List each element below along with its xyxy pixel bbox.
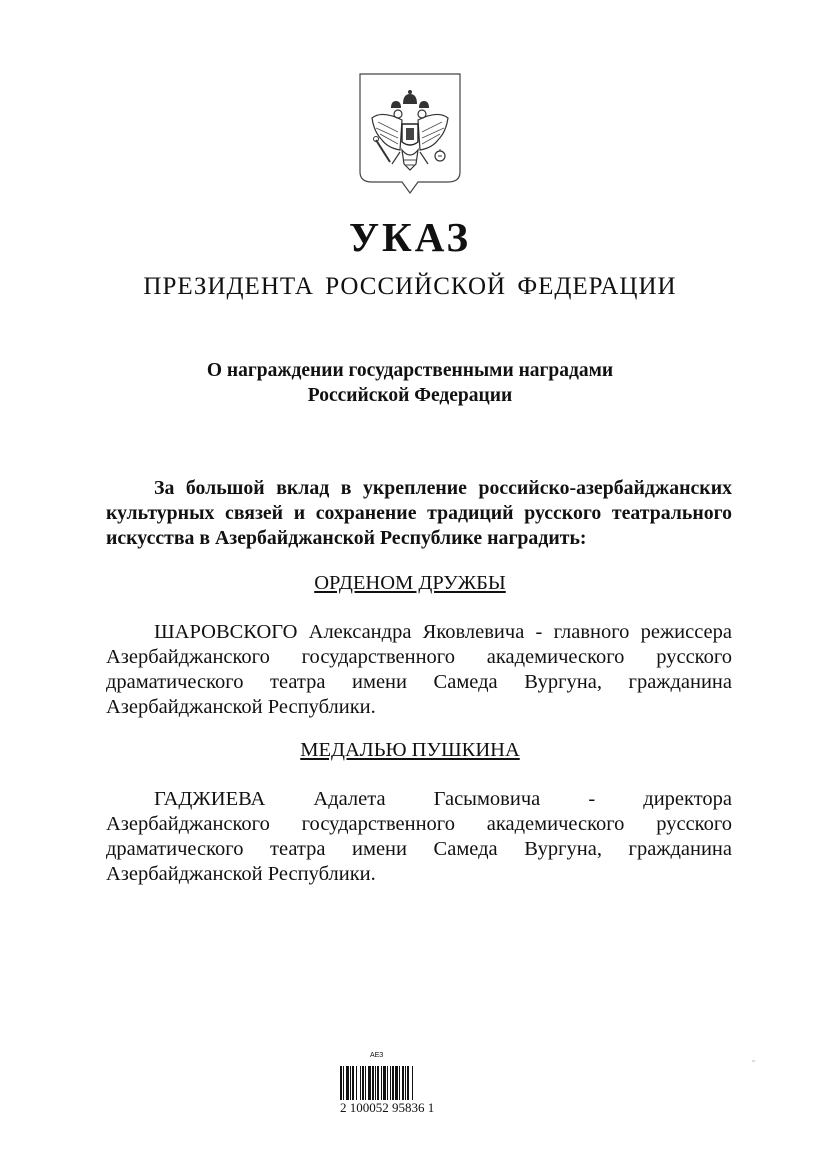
preamble-line: искусства в Азербайджанской Республике наградить: — [106, 527, 587, 549]
recipient-line: Азербайджанского государственного академического русского — [106, 646, 732, 668]
decree-heading-line-1: О награждении государственными наградами — [206, 360, 614, 381]
recipient-line: ГАДЖИЕВА Адалета Гасымовича - директора — [154, 788, 732, 810]
decree-heading — [0, 358, 820, 408]
barcode-bars — [340, 1066, 450, 1100]
recipient-line: драматического театра имени Самеда Вургуна, гражданина — [106, 671, 732, 693]
award-recipient-paragraph — [106, 620, 732, 720]
preamble-line: культурных связей и сохранение традиций русского театрального — [106, 502, 732, 524]
barcode-logo: АЕЗ — [370, 1052, 384, 1059]
document-subtitle: ПРЕЗИДЕНТА РОССИЙСКОЙ ФЕДЕРАЦИИ — [143, 273, 677, 300]
barcode — [340, 1052, 460, 1122]
award-recipient-paragraph — [106, 787, 732, 887]
recipient-line: Азербайджанского государственного академического русского — [106, 813, 732, 835]
recipient-line: ШАРОВСКОГО Александра Яковлевича - главного режиссера — [154, 621, 732, 643]
recipient-line: драматического театра имени Самеда Вургуна, гражданина — [106, 838, 732, 860]
coat-of-arms-emblem — [358, 72, 462, 194]
recipient-line: Азербайджанской Республики. — [106, 863, 376, 885]
award-title-pushkin-medal: МЕДАЛЬЮ ПУШКИНА — [300, 739, 520, 761]
recipient-line: Азербайджанской Республики. — [106, 696, 376, 718]
barcode-bar — [413, 1066, 414, 1100]
preamble-line: За большой вклад в укрепление российско-азербайджанских — [154, 477, 732, 499]
barcode-number: 2 100052 95836 1 — [340, 1100, 435, 1115]
award-title-order-of-friendship: ОРДЕНОМ ДРУЖБЫ — [314, 572, 506, 594]
decree-heading-line-2: Российской Федерации — [307, 385, 513, 406]
coat-of-arms-icon — [358, 72, 462, 194]
document-title: УКАЗ — [348, 214, 472, 260]
decree-preamble — [106, 476, 732, 551]
scan-mark — [752, 1060, 755, 1062]
